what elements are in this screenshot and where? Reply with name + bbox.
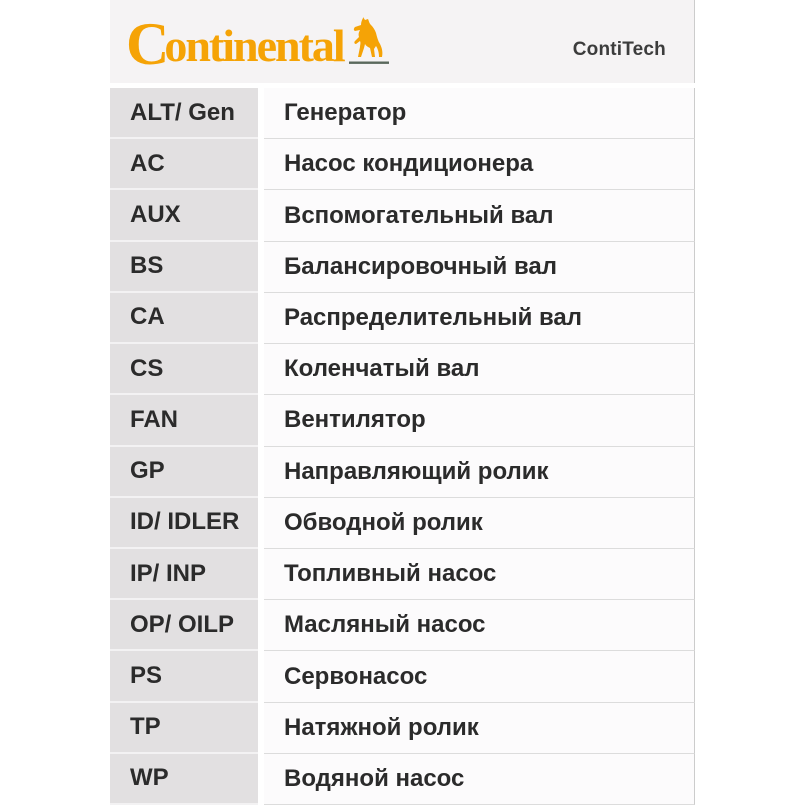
table-row [110,498,695,549]
table-row [110,293,695,344]
abbreviation-code-cell: CA [110,293,258,344]
abbreviation-code-cell: AC [110,139,258,190]
table-row [110,651,695,702]
legend-sheet [110,0,695,805]
continental-logo-text: ontinental [164,19,344,71]
description-cell: Вспомогательный вал [264,190,695,241]
table-row [110,344,695,395]
abbreviation-code-cell: ALT/ Gen [110,88,258,139]
table-row [110,139,695,190]
table-row [110,549,695,600]
description-cell: Генератор [264,88,695,139]
description-cell: Обводной ролик [264,498,695,549]
abbreviation-code-cell: AUX [110,190,258,241]
description-cell: Направляющий ролик [264,447,695,498]
table-row [110,88,695,139]
description-cell: Насос кондиционера [264,139,695,190]
abbreviation-code-cell: ID/ IDLER [110,498,258,549]
header [110,0,695,83]
abbreviation-legend-table [110,88,695,805]
description-cell: Распределительный вал [264,293,695,344]
description-cell: Водяной насос [264,754,695,805]
abbreviation-code-cell: TP [110,703,258,754]
table-row [110,447,695,498]
table-row [110,242,695,293]
abbreviation-code-cell: GP [110,447,258,498]
abbreviation-code-cell: BS [110,242,258,293]
abbreviation-code-cell: OP/ OILP [110,600,258,651]
description-cell: Коленчатый вал [264,344,695,395]
table-row [110,190,695,241]
abbreviation-code-cell: PS [110,651,258,702]
abbreviation-code-cell: IP/ INP [110,549,258,600]
abbreviation-code-cell: CS [110,344,258,395]
table-row [110,600,695,651]
description-cell: Вентилятор [264,395,695,446]
contitech-label: ContiTech [572,38,666,60]
description-cell: Топливный насос [264,549,695,600]
description-cell: Сервонасос [264,651,695,702]
continental-logo-letter-c: C [126,10,168,77]
description-cell: Масляный насос [264,600,695,651]
abbreviation-code-cell: WP [110,754,258,805]
abbreviation-code-cell: FAN [110,395,258,446]
description-cell: Балансировочный вал [264,242,695,293]
table-row [110,395,695,446]
table-row [110,703,695,754]
description-cell: Натяжной ролик [264,703,695,754]
table-row [110,754,695,805]
continental-logo [110,10,389,77]
rearing-horse-icon [349,16,389,66]
